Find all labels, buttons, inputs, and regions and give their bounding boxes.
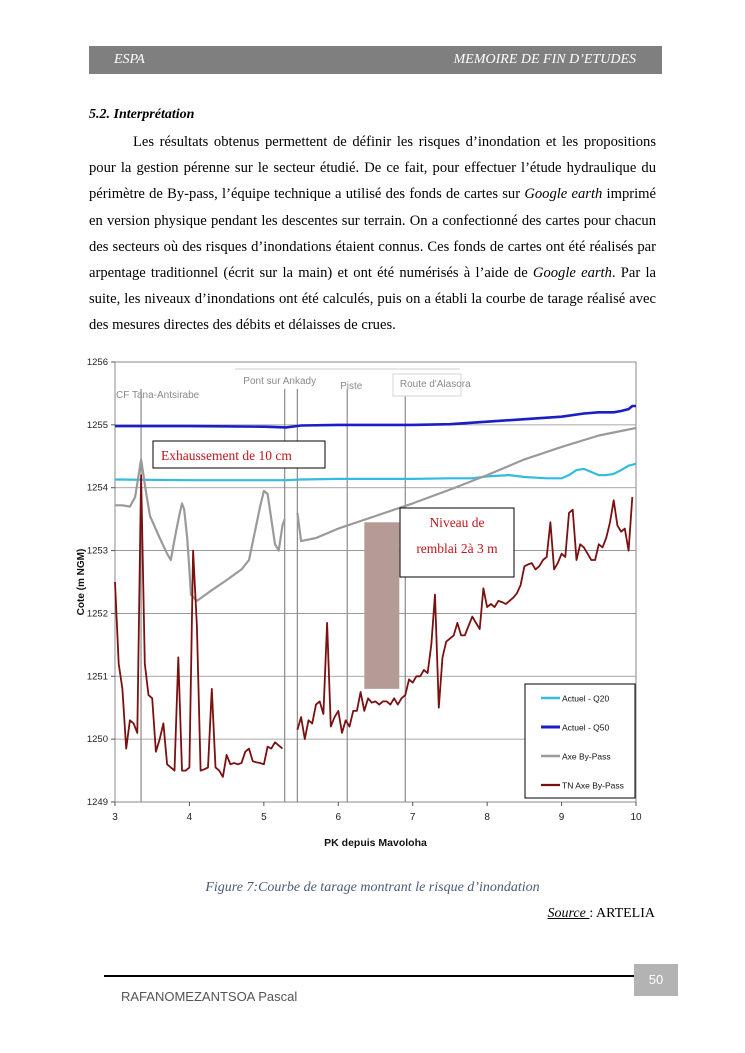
paragraph-run: Google earth bbox=[524, 186, 603, 203]
paragraph-run: . Par la suite, les niveaux d’inondations ont été calculés, puis on a établi la courbe de tarage réalisé avec des mesures directes des débits et délaisses de crues. bbox=[89, 265, 657, 334]
annotation-text: remblai 2à 3 m bbox=[416, 541, 498, 556]
x-tick-label: 8 bbox=[484, 812, 490, 823]
figure-caption: Figure 7:Courbe de tarage montrant le risque d’inondation bbox=[205, 880, 540, 895]
section-title: 5.2. Interprétation bbox=[89, 107, 195, 122]
paragraph-run: Les résultats obtenus permettent de définir les risques d’inondation et les propositions pour la gestion pérenne sur le secteur étudié. De ce fait, pour effectuer l’étude hydraulique du périmètre de By-pass, l’équipe technique a utilisé des fonds de cartes sur bbox=[89, 134, 656, 203]
chart-svg bbox=[70, 352, 650, 852]
footer-rule bbox=[104, 975, 634, 977]
annotation-text: Niveau de bbox=[429, 515, 485, 530]
source-label: Source bbox=[547, 906, 590, 921]
y-tick-label: 1249 bbox=[86, 797, 108, 808]
source-value: : ARTELIA bbox=[589, 906, 655, 921]
legend-label: Actuel - Q50 bbox=[562, 722, 610, 733]
y-tick-label: 1251 bbox=[86, 671, 108, 683]
x-axis-label: PK depuis Mavoloha bbox=[324, 837, 427, 849]
paragraph-run: imprimé en version physique pendant les descentes sur terrain. On a confectionné des cartes pour chacun des secteurs où des risques d’inondations étaient connus. Ces fonds de cartes ont été réalisés par arpentage traditionnel (écrit sur la main) et ont été numérisés à l’aide de bbox=[89, 186, 656, 282]
x-tick-label: 10 bbox=[630, 812, 642, 823]
annotation-text: Exhaussement de 10 cm bbox=[161, 448, 292, 463]
y-tick-label: 1255 bbox=[86, 419, 108, 431]
body-paragraph bbox=[89, 129, 656, 339]
legend-label: Actuel - Q20 bbox=[562, 693, 610, 704]
x-tick-label: 7 bbox=[409, 812, 416, 823]
marker-label: CF Tana-Antsirabe bbox=[116, 390, 200, 401]
paragraph-run: Google earth bbox=[532, 265, 612, 282]
marker-label: Piste bbox=[340, 381, 363, 392]
y-tick-label: 1253 bbox=[86, 545, 108, 557]
x-tick-label: 3 bbox=[112, 812, 118, 823]
remblai-box bbox=[364, 522, 399, 689]
legend-label: TN Axe By-Pass bbox=[562, 780, 624, 791]
y-tick-label: 1250 bbox=[86, 734, 108, 746]
x-tick-label: 6 bbox=[335, 812, 342, 823]
page-number: 50 bbox=[634, 964, 678, 996]
page-header bbox=[89, 46, 662, 74]
y-tick-label: 1252 bbox=[86, 608, 108, 620]
marker-label: Route d'Alasora bbox=[399, 379, 471, 390]
x-tick-label: 4 bbox=[186, 812, 193, 823]
y-axis-label: Cote (m NGM) bbox=[76, 548, 87, 616]
legend-label: Axe By-Pass bbox=[562, 751, 611, 762]
x-tick-label: 5 bbox=[261, 812, 267, 823]
chart bbox=[70, 352, 650, 852]
header-left: ESPA bbox=[114, 52, 145, 67]
marker-label: Pont sur Ankady bbox=[243, 376, 317, 387]
y-tick-label: 1256 bbox=[86, 357, 108, 368]
footer-author: RAFANOMEZANTSOA Pascal bbox=[121, 989, 298, 1004]
source-line bbox=[547, 906, 655, 922]
x-tick-label: 9 bbox=[558, 812, 565, 823]
header-right: MEMOIRE DE FIN D’ETUDES bbox=[453, 52, 636, 67]
y-tick-label: 1254 bbox=[86, 482, 108, 494]
paragraph-text bbox=[89, 129, 656, 339]
